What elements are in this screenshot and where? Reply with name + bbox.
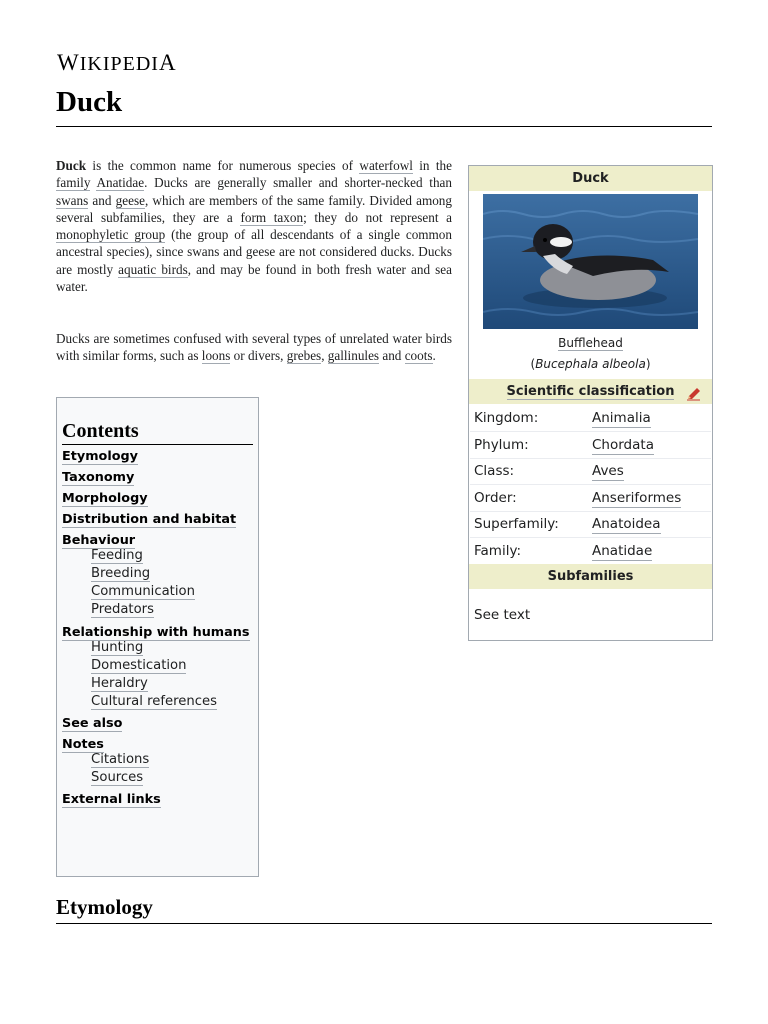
scientific-classification-header: Scientific classification [469,379,712,404]
bufflehead-image[interactable] [483,194,698,329]
title-divider [56,126,712,127]
toc-item[interactable]: Taxonomy [62,470,135,485]
classification-row [469,432,712,458]
classification-row [469,405,712,431]
rank-label: Order: [474,489,517,506]
toc-subitem[interactable]: Hunting [91,640,144,655]
taxon-link[interactable]: Anatidae [592,542,653,559]
taxon-link[interactable]: Chordata [592,436,654,453]
duck-photo [483,194,698,329]
page-title: Duck [56,86,123,118]
link-form-taxon[interactable]: form taxon [240,209,304,225]
taxon-link[interactable]: Anatoidea [592,516,661,532]
link-coots[interactable]: coots [404,348,433,364]
link-monophyletic-group[interactable]: monophyletic group [56,227,166,243]
rank-label: Phylum: [474,436,529,453]
toc-item[interactable]: Distribution and habitat [62,512,237,527]
classification-row [469,485,712,511]
lead-paragraph-2: Ducks are sometimes confused with several types of unrelated water birds with similar forms, such as loons or divers, grebes, gallinules and coots. [56,331,452,364]
toc-subitem[interactable]: Domestication [91,658,187,673]
link-anatidae[interactable]: Anatidae [96,175,145,191]
toc-item[interactable]: Notes [62,737,104,752]
rank-label: Class: [474,463,515,479]
rank-label: Kingdom: [474,410,539,426]
taxon-link[interactable]: Anseriformes [592,489,682,506]
toc-subitem[interactable]: Feeding [91,548,143,563]
pencil-icon-glyph [686,387,702,401]
toc-item[interactable]: Morphology [62,491,148,506]
toc-subitem[interactable]: Predators [91,602,154,617]
link-aquatic-birds[interactable]: aquatic birds [118,261,188,277]
classification-row [469,538,712,564]
toc-item[interactable]: External links [62,792,161,807]
toc-subitem[interactable]: Heraldry [91,676,148,691]
toc-item[interactable]: Behaviour [62,533,136,548]
toc-title: Contents [62,420,253,445]
rank-label: Family: [474,542,522,559]
taxon-link[interactable]: Aves [592,463,624,479]
toc-subitem[interactable]: Breeding [91,566,151,581]
wikipedia-wordmark[interactable]: WIKIPEDIA [57,50,177,75]
taxon-link[interactable]: Animalia [592,410,651,426]
taxobox [468,165,713,641]
toc-item[interactable]: See also [62,716,123,731]
link-geese[interactable]: geese [115,192,145,208]
link-waterfowl[interactable]: waterfowl [359,158,413,173]
toc-subitem[interactable]: Citations [91,752,150,767]
section-divider [56,923,712,924]
link-gallinules[interactable]: gallinules [327,348,380,364]
image-caption[interactable]: Bufflehead [558,336,623,350]
table-of-contents [56,397,259,877]
classification-row [469,458,712,484]
subfamilies-header: Subfamilies [469,564,712,589]
section-title-etymology: Etymology [56,895,153,919]
link-family[interactable]: family [56,175,91,191]
toc-list [62,449,253,807]
toc-item[interactable]: Etymology [62,449,139,464]
lead-paragraph: Duck is the common name for numerous species of waterfowl in the family Anatidae. Ducks are generally smaller and shorter-necked than swans and geese, which are members of the same family. Divided among several subfamilies, they are a form taxon; they do not represent a monophyletic group (the group of all descendants of a single common ancestral species), since swans and geese are not considered ducks. Ducks are mostly aquatic birds, and may be found in both fresh water and sea water. [56,158,453,295]
image-caption-scientific: (Bucephala albeola) [530,357,651,371]
link-grebes[interactable]: grebes [286,348,322,364]
infobox-title: Duck [469,166,712,191]
link-loons[interactable]: loons [201,348,231,364]
rank-label: Superfamily: [474,516,559,532]
toc-subitem[interactable]: Cultural references [91,694,217,709]
toc-subitem[interactable]: Sources [91,770,144,785]
toc-item[interactable]: Relationship with humans [62,625,250,640]
classification-row [469,511,712,537]
toc-subitem[interactable]: Communication [91,584,195,599]
link-swans[interactable]: swans [56,192,89,208]
subfamilies-value: See text [474,607,531,623]
